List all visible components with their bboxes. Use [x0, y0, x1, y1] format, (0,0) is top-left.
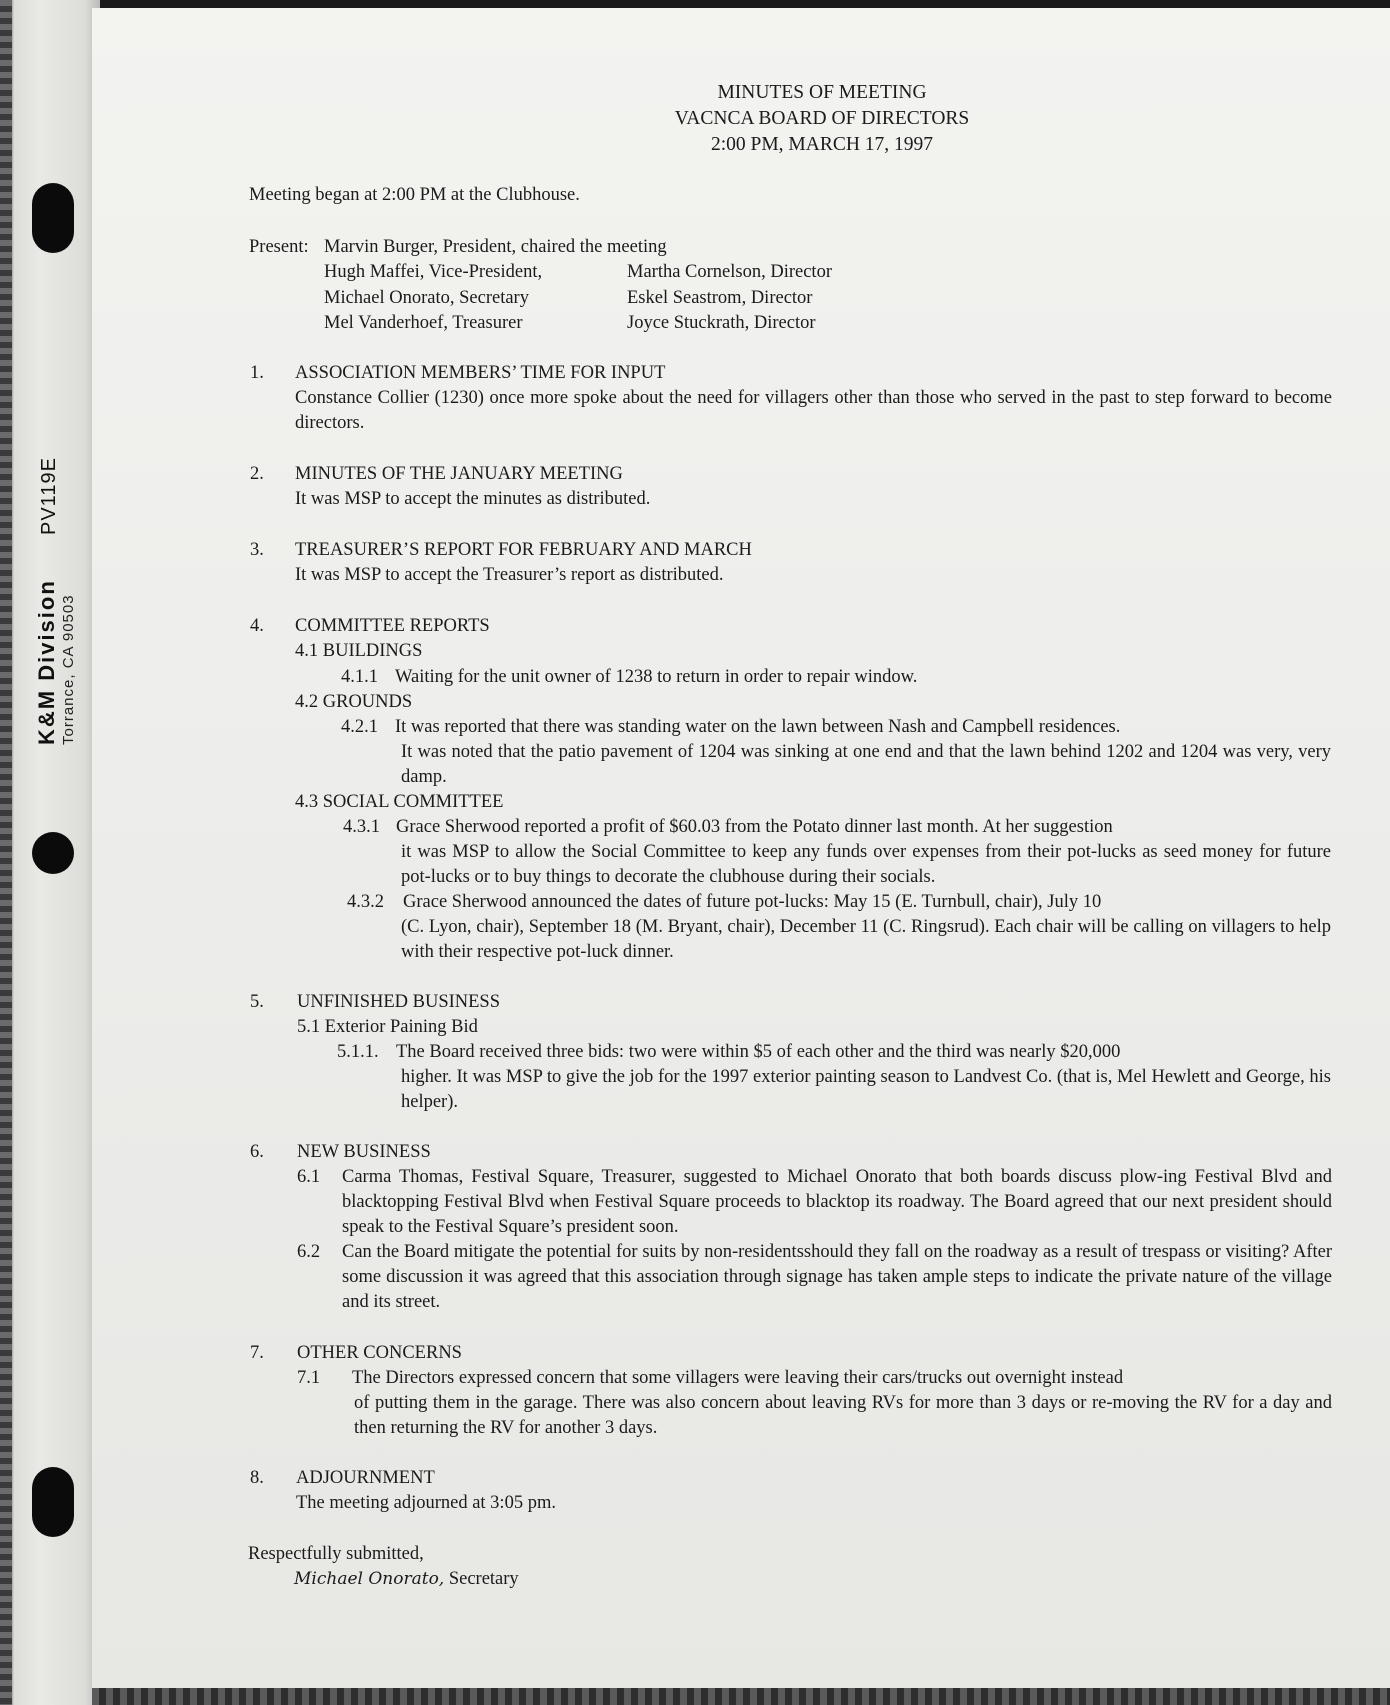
- section-title: NEW BUSINESS: [297, 1142, 431, 1162]
- sheet-protector-bottom-edge: [92, 1688, 1390, 1705]
- section-body: Constance Collier (1230) once more spoke about the need for villagers other than those who served in the past to step forward to become directors.: [295, 388, 1332, 433]
- item-text-continued: It was noted that the patio pavement of 1204 was sinking at one end and that the lawn behind 1202 and 1204 was very, very damp.: [401, 742, 1331, 787]
- item-text-first-line: Grace Sherwood reported a profit of $60.03 from the Potato dinner last month. At her suggestion: [396, 817, 1113, 837]
- closing-signature-line: [294, 1567, 519, 1592]
- item-text-continued: of putting them in the garage. There was also concern about leaving RVs for more than 3 days or re-moving the RV for a day and then returning the RV for another 3 days.: [354, 1393, 1332, 1438]
- sheet-protector-edge: [0, 0, 12, 1705]
- present-attendee: Hugh Maffei, Vice-President,: [324, 262, 543, 282]
- item-text: Can the Board mitigate the potential for suits by non-residentsshould they fall on the roadway as a result of trespass or visiting? After some discussion it was agreed that this association through signage has taken ample steps to indicate the private nature of the village and its street.: [342, 1242, 1332, 1312]
- subsection-title: 4.2 GROUNDS: [295, 692, 413, 712]
- item-number: 7.1: [297, 1368, 321, 1388]
- item-text-continued: it was MSP to allow the Social Committee to keep any funds over expenses from their pot-lucks as seed money for future pot-lucks or to buy things to decorate the clubhouse during their socials.: [401, 842, 1331, 887]
- present-attendee: Eskel Seastrom, Director: [627, 288, 813, 308]
- section-number: 4.: [250, 616, 264, 636]
- item-text-first-line: Grace Sherwood announced the dates of future pot-lucks: May 15 (E. Turnbull, chair), July 10: [403, 892, 1102, 912]
- section-number: 1.: [250, 363, 264, 383]
- binder-hole-bottom: [32, 1467, 74, 1537]
- item-text-continued: (C. Lyon, chair), September 18 (M. Bryant, chair), December 11 (C. Ringsrud). Each chair will be calling on villagers to help with their respective pot-luck dinner.: [401, 917, 1331, 962]
- section-body: The meeting adjourned at 3:05 pm.: [296, 1493, 556, 1513]
- section-title: UNFINISHED BUSINESS: [297, 992, 501, 1012]
- item-number: 4.3.2: [347, 892, 384, 912]
- section-number: 8.: [250, 1468, 264, 1488]
- section-number: 2.: [250, 464, 264, 484]
- section-title: ADJOURNMENT: [296, 1468, 435, 1488]
- section-number: 5.: [250, 992, 264, 1012]
- item-text: Waiting for the unit owner of 1238 to return in order to repair window.: [395, 667, 918, 687]
- binder-hole-top: [32, 183, 74, 253]
- section-title: OTHER CONCERNS: [297, 1343, 462, 1363]
- present-attendee: Michael Onorato, Secretary: [324, 288, 529, 308]
- section-body: It was MSP to accept the minutes as distributed.: [295, 489, 651, 509]
- binder-hole-middle: [32, 832, 74, 874]
- item-number: 4.2.1: [341, 717, 378, 737]
- present-chair: Marvin Burger, President, chaired the meeting: [324, 237, 667, 257]
- item-number: 5.1.1.: [337, 1042, 379, 1062]
- section-body: It was MSP to accept the Treasurer’s report as distributed.: [295, 565, 724, 585]
- opening-line: Meeting began at 2:00 PM at the Clubhouse.: [249, 185, 580, 205]
- signatory-role: Secretary: [448, 1569, 519, 1589]
- section-title: TREASURER’S REPORT FOR FEBRUARY AND MARCH: [295, 540, 752, 560]
- subsection-title: 4.1 BUILDINGS: [295, 641, 423, 661]
- present-attendee: Joyce Stuckrath, Director: [627, 313, 816, 333]
- item-text-first-line: It was reported that there was standing water on the lawn between Nash and Campbell residences.: [395, 717, 1121, 737]
- present-label: Present:: [249, 237, 309, 257]
- item-number: 6.1: [297, 1167, 321, 1187]
- handwritten-signature: Michael Onorato,: [294, 1569, 445, 1589]
- protector-brand-label: [34, 685, 60, 745]
- present-attendee: Martha Cornelson, Director: [627, 262, 832, 282]
- section-number: 7.: [250, 1343, 264, 1363]
- item-number: 4.1.1: [341, 667, 378, 687]
- item-text-continued: higher. It was MSP to give the job for the 1997 exterior painting season to Landvest Co. (that is, Mel Hewlett and George, his helper).: [401, 1067, 1331, 1112]
- section-title: ASSOCIATION MEMBERS’ TIME FOR INPUT: [295, 363, 666, 383]
- section-number: 3.: [250, 540, 264, 560]
- item-text: Carma Thomas, Festival Square, Treasurer, suggested to Michael Onorato that both boards discuss plow-ing Festival Blvd and blacktopping Festival Blvd when Festival Square proceeds to blacktop its roadway. The Board agreed that our next president should speak to the Festival Square’s president soon.: [342, 1167, 1332, 1237]
- document-page: [92, 8, 1390, 1705]
- item-number: 4.3.1: [343, 817, 380, 837]
- header-title: MINUTES OF MEETING: [717, 82, 927, 103]
- header-date: 2:00 PM, MARCH 17, 1997: [710, 134, 934, 155]
- item-text-first-line: The Board received three bids: two were within $5 of each other and the third was nearly $20,000: [396, 1042, 1121, 1062]
- item-number: 6.2: [297, 1242, 321, 1262]
- header-organization: VACNCA BOARD OF DIRECTORS: [674, 108, 970, 129]
- subsection-title: 4.3 SOCIAL COMMITTEE: [295, 792, 504, 812]
- section-title: MINUTES OF THE JANUARY MEETING: [295, 464, 623, 484]
- present-attendee: Mel Vanderhoef, Treasurer: [324, 313, 523, 333]
- document-header: [92, 80, 1390, 158]
- subsection-title: 5.1 Exterior Paining Bid: [297, 1017, 478, 1037]
- section-title: COMMITTEE REPORTS: [295, 616, 490, 636]
- item-text-first-line: The Directors expressed concern that some villagers were leaving their cars/trucks out overnight instead: [352, 1368, 1124, 1388]
- closing-salutation: Respectfully submitted,: [248, 1544, 424, 1564]
- protector-address-label: [60, 685, 77, 745]
- section-number: 6.: [250, 1142, 264, 1162]
- protector-code-label: PV119E: [38, 457, 60, 535]
